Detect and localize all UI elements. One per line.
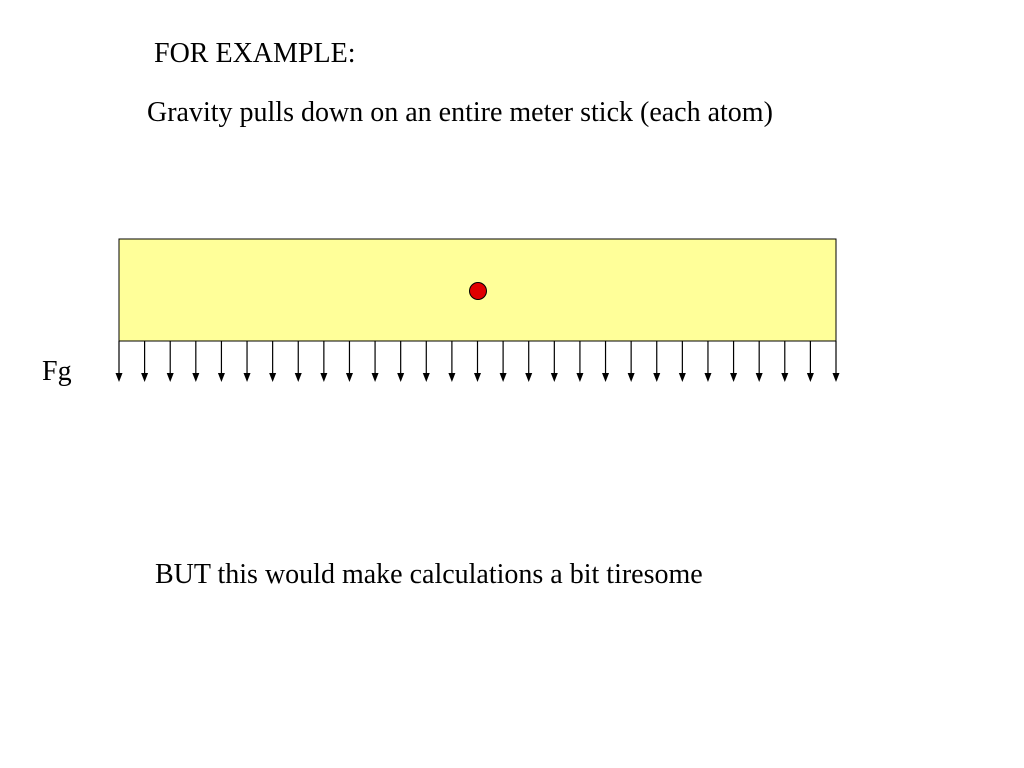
- gravity-arrowhead: [295, 373, 302, 382]
- gravity-arrowhead: [346, 373, 353, 382]
- gravity-arrowhead: [244, 373, 251, 382]
- gravity-arrowhead: [269, 373, 276, 382]
- gravity-arrowhead: [704, 373, 711, 382]
- gravity-arrowhead: [756, 373, 763, 382]
- gravity-arrowhead: [423, 373, 430, 382]
- gravity-arrowhead: [602, 373, 609, 382]
- slide-heading: FOR EXAMPLE:: [154, 38, 356, 69]
- gravity-arrowhead: [781, 373, 788, 382]
- gravity-arrowhead: [833, 373, 840, 382]
- gravity-arrows: [116, 341, 840, 382]
- gravity-arrowhead: [116, 373, 123, 382]
- slide-conclusion: BUT this would make calculations a bit tiresome: [155, 559, 703, 590]
- gravity-arrowhead: [320, 373, 327, 382]
- gravity-arrowhead: [653, 373, 660, 382]
- gravity-arrowhead: [807, 373, 814, 382]
- gravity-arrowhead: [167, 373, 174, 382]
- center-of-mass-dot: [470, 283, 487, 300]
- gravity-arrowhead: [525, 373, 532, 382]
- gravity-arrowhead: [192, 373, 199, 382]
- gravity-arrowhead: [218, 373, 225, 382]
- gravity-arrowhead: [679, 373, 686, 382]
- gravity-arrowhead: [474, 373, 481, 382]
- gravity-arrowhead: [730, 373, 737, 382]
- gravity-arrowhead: [372, 373, 379, 382]
- slide-subheading: Gravity pulls down on an entire meter stick (each atom): [147, 97, 773, 128]
- gravity-arrowhead: [397, 373, 404, 382]
- force-label: Fg: [42, 356, 72, 387]
- gravity-arrowhead: [628, 373, 635, 382]
- gravity-arrowhead: [551, 373, 558, 382]
- gravity-arrowhead: [500, 373, 507, 382]
- gravity-arrowhead: [141, 373, 148, 382]
- gravity-arrowhead: [448, 373, 455, 382]
- gravity-arrowhead: [576, 373, 583, 382]
